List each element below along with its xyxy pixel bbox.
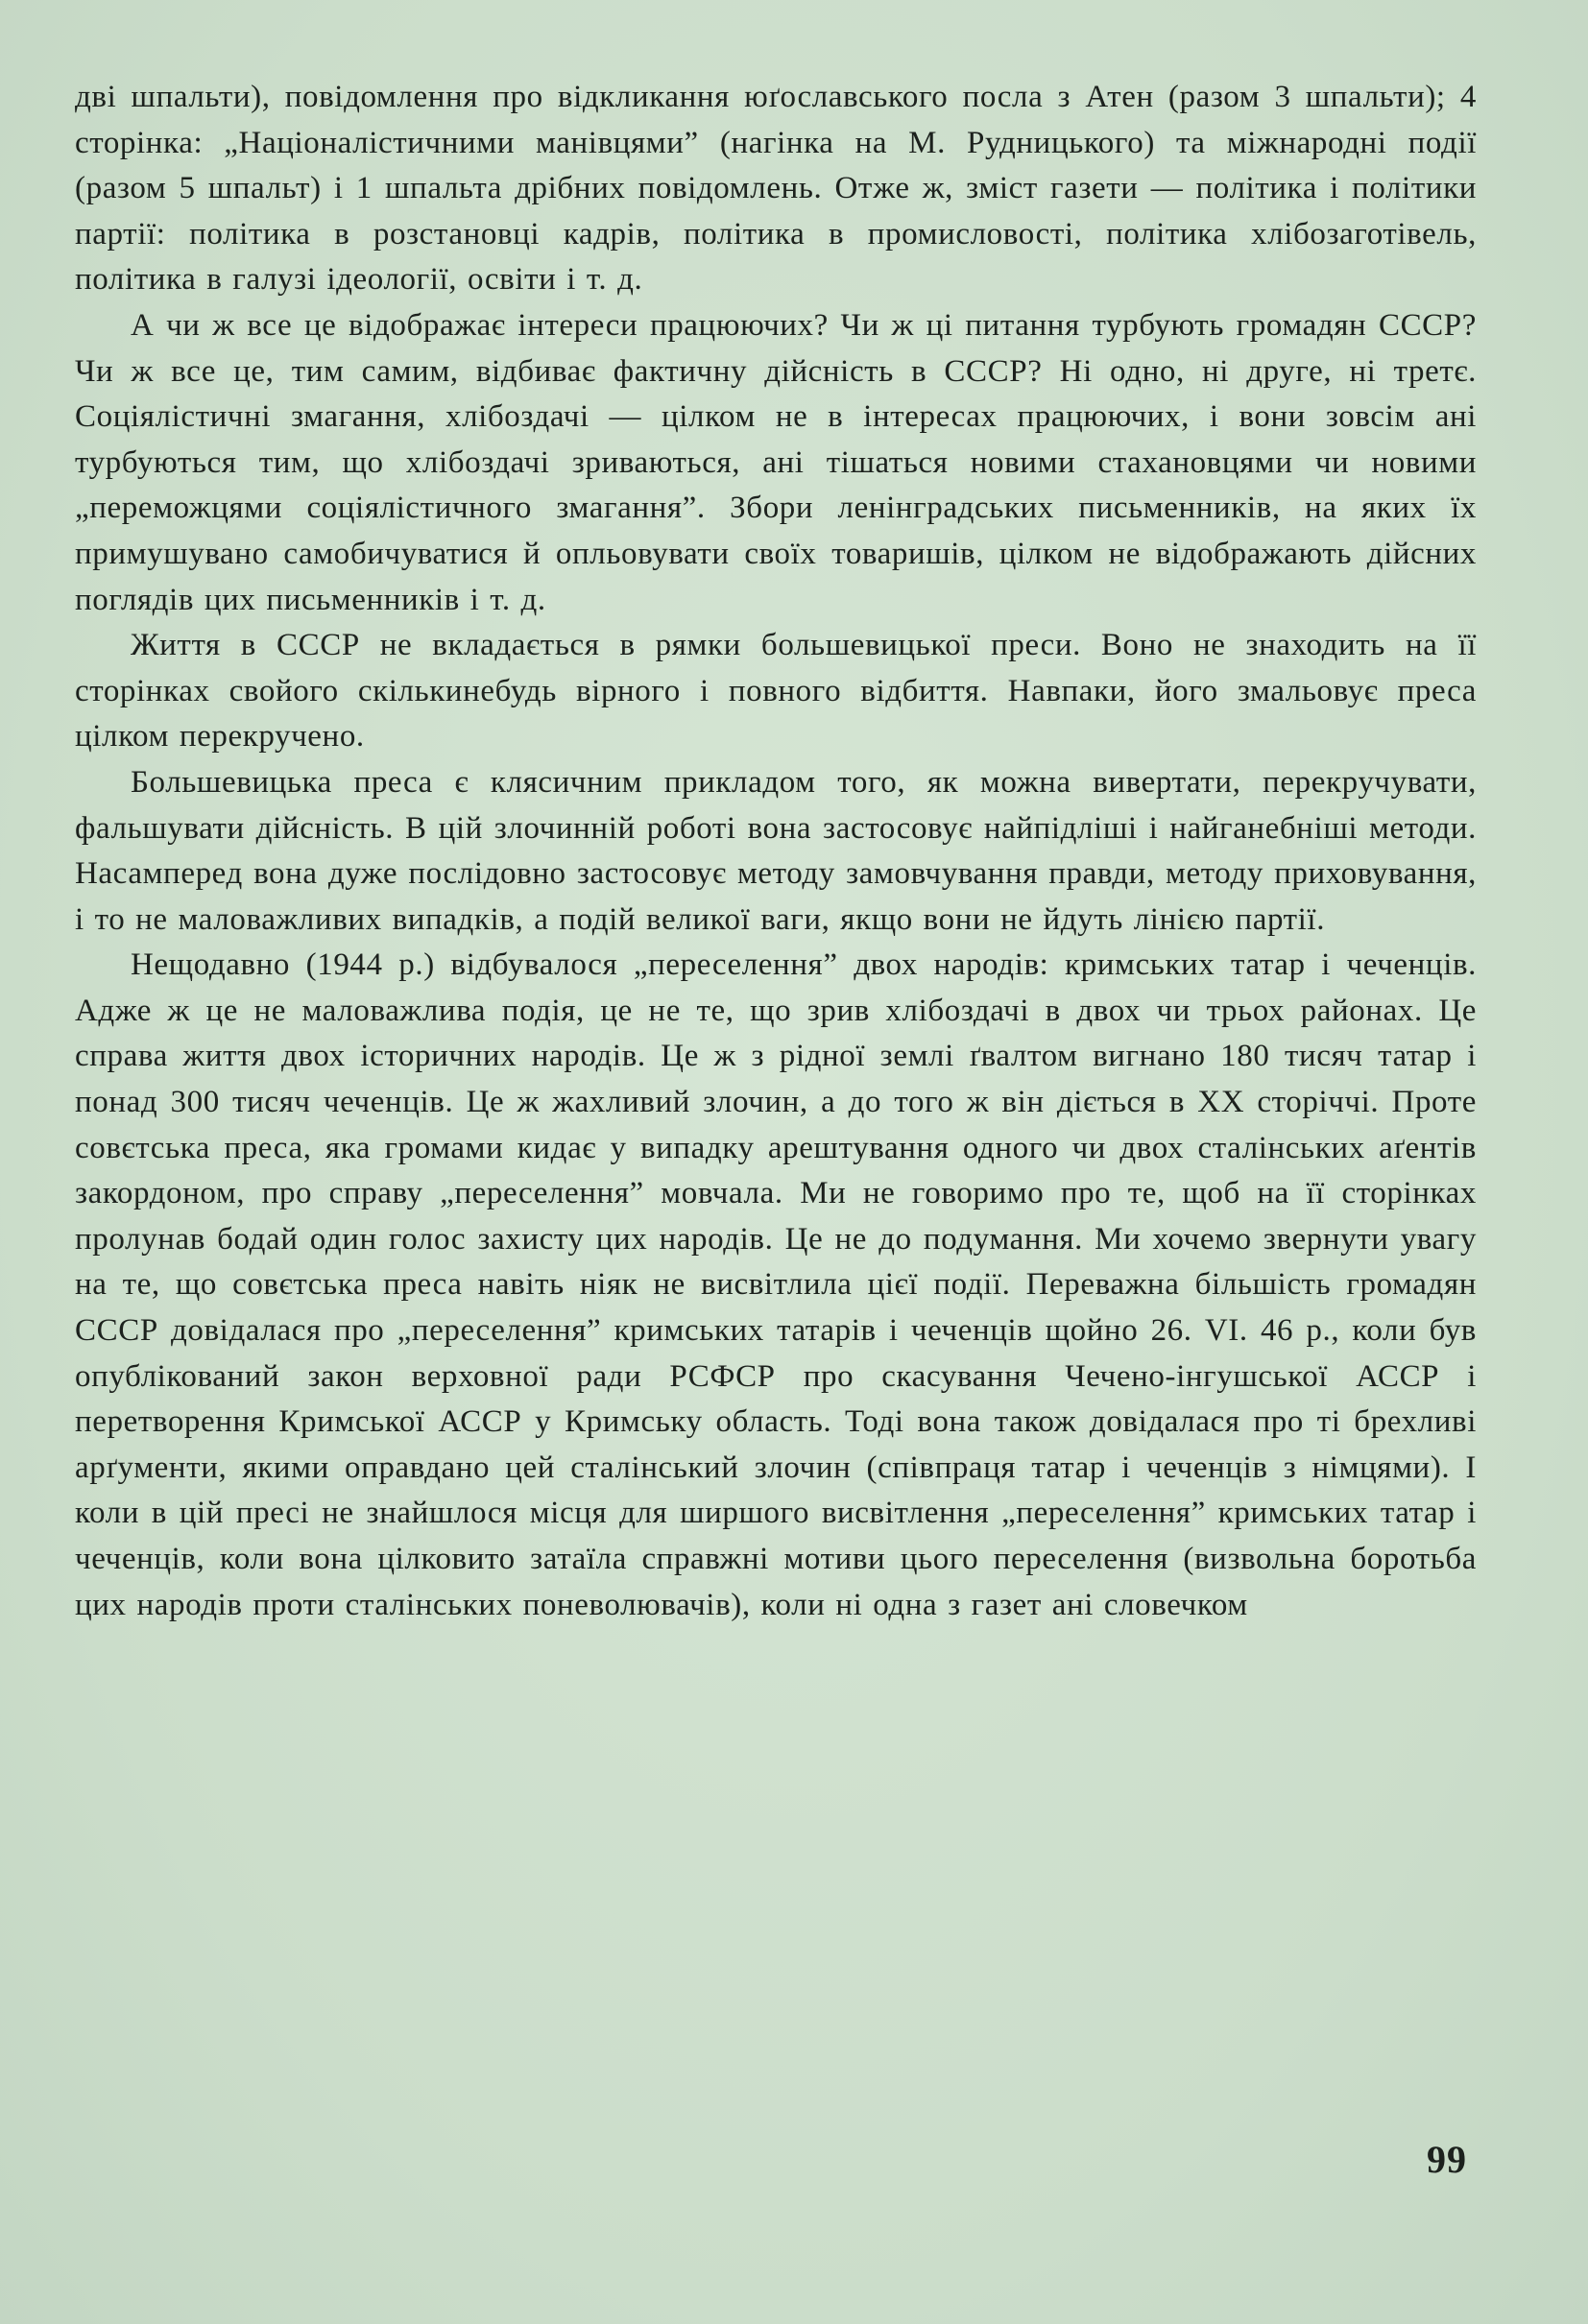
paragraph-2: А чи ж все це відображає інтереси працюючих? Чи ж ці питання турбують громадян СССР? Чи ж все це, тим самим, відбиває фактичну дійсність в СССР? Ні одно, ні друге, ні третє. Соціялістичні змагання, хлібоздачі — цілком не в інтересах працюючих, і вони зовсім ані турбуються тим, що хлібоздачі зриваються, ані тішаться новими стахановцями чи новими „переможцями соціялістичного змагання”. Збори ленінградських письменників, на яких їх примушувано самобичуватися й опльовувати своїх товаришів, цілком не відображають дійсних поглядів цих письменників і т. д. [75, 307, 1477, 617]
page-number: 99 [1427, 2138, 1467, 2181]
paragraph-1: дві шпальти), повідомлення про відкликання юґославського посла з Атен (разом 3 шпальти); 4 сторінка: „Націоналістичними манівцями” (нагінка на М. Рудницького) та міжнародні події (разом 5 шпальт) і 1 шпальта дрібних повідомлень. Отже ж, зміст газети — політика і політики партії: політика в розстановці кадрів, політика в промисловості, політика хлібозаготівель, політика в галузі ідеології, освіти і т. д. [75, 80, 1477, 298]
body-text [75, 75, 1477, 1628]
paragraph-4: Большевицька преса є клясичним прикладом того, як можна вивертати, перекручувати, фальшувати дійсність. В цій злочинній роботі вона застосовує найпідліші і найганебніші методи. Насамперед вона дуже послідовно застосовує методу замовчування правди, методу приховування, і то не маловажливих випадків, а подій великої ваги, якщо вони не йдуть лінією партії. [75, 764, 1477, 937]
paragraph-5: Нещодавно (1944 р.) відбувалося „переселення” двох народів: кримських татар і чеченців. Адже ж це не маловажлива подія, це не те, що зрив хлібоздачі в двох чи трьох районах. Це справа життя двох історичних народів. Це ж з рідної землі ґвалтом вигнано 180 тисяч татар і понад 300 тисяч чеченців. Це ж жахливий злочин, а до того ж він діється в XX сторіччі. Проте совєтська преса, яка громами кидає у випадку арештування одного чи двох сталінських аґентів закордоном, про справу „переселення” мовчала. Ми не говоримо про те, щоб на її сторінках пролунав бодай один голос захисту цих народів. Це не до подумання. Ми хочемо звернути увагу на те, що совєтська преса навіть ніяк не висвітлила цієї події. Переважна більшість громадян СССР довідалася про „переселення” кримських татарів і чеченців щойно 26. VI. 46 р., коли був опублікований закон верховної ради РСФСР про скасування Чечено-інгушської АССР і перетворення Кримської АССР у Кримську область. Тоді вона також довідалася про ті брехливі арґументи, якими оправдано цей сталінський злочин (співпраця татар і чеченців з німцями). І коли в цій пресі не знайшлося місця для ширшого висвітлення „переселення” кримських татар і чеченців, коли вона цілковито затаїла справжні мотиви цього переселення (визвольна боротьба цих народів проти сталінських поневолювачів), коли ні одна з газет ані словечком [75, 947, 1477, 1622]
paragraph-3: Життя в СССР не вкладається в рямки большевицької преси. Воно не знаходить на її сторінках свойого скількинебудь вірного і повного відбиття. Навпаки, його змальовує преса цілком перекручено. [75, 628, 1477, 755]
